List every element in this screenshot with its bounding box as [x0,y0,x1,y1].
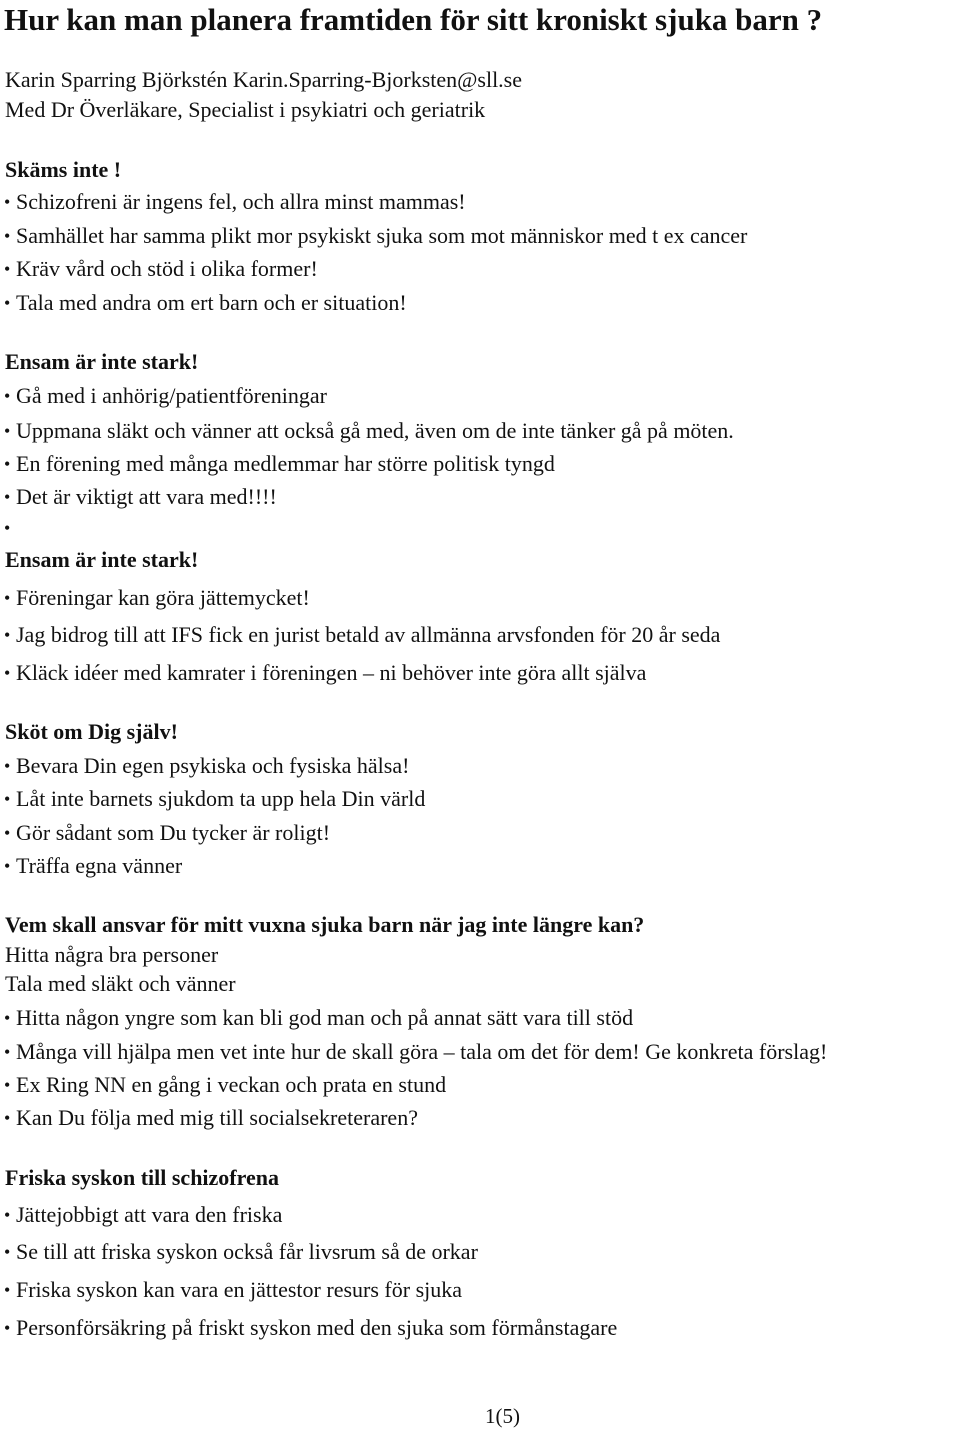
list-item: • Jag bidrog till att IFS fick en jurist betald av allmänna arvsfonden för 20 år seda [4,622,721,647]
bullet-icon: • [4,487,11,507]
bullet-icon: • [4,756,11,776]
section-heading-ensam-2: Ensam är inte stark! [5,547,199,572]
list-item: • Många vill hjälpa men vet inte hur de skall göra – tala om det för dem! Ge konkreta förslag! [4,1039,828,1064]
plain-line: Tala med släkt och vänner [5,971,236,996]
bullet-icon: • [4,293,11,313]
bullet-icon: • [4,1318,11,1338]
bullet-icon: • [4,259,11,279]
list-item: • Träffa egna vänner [4,853,183,878]
bullet-icon: • [4,625,11,645]
bullet-icon: • [4,856,11,876]
bullet-icon: • [4,1008,11,1028]
list-item: • Jättejobbigt att vara den friska [4,1202,283,1227]
section-heading-skams-inte: Skäms inte ! [5,157,122,182]
list-item: • Uppmana släkt och vänner att också gå med, även om de inte tänker gå på möten. [4,418,734,443]
list-item: • Samhället har samma plikt mor psykiskt sjuka som mot människor med t ex cancer [4,223,748,248]
section-heading-ensam-1: Ensam är inte stark! [5,349,199,374]
list-item: • En förening med många medlemmar har större politisk tyngd [4,451,555,476]
bullet-icon: • [4,1108,11,1128]
bullet-icon: • [4,663,11,683]
list-item: • Gå med i anhörig/patientföreningar [4,383,327,408]
list-item: • Schizofreni är ingens fel, och allra minst mammas! [4,189,466,214]
list-item: • Personförsäkring på friskt syskon med den sjuka som förmånstagare [4,1315,618,1340]
list-item-empty [4,515,16,541]
list-item: • Friska syskon kan vara en jättestor resurs för sjuka [4,1277,463,1302]
page-number: 1(5) [485,1404,520,1428]
list-item: • Tala med andra om ert barn och er situation! [4,290,407,315]
bullet-icon: • [4,1075,11,1095]
section-heading-vem-skall-ansvara: Vem skall ansvar för mitt vuxna sjuka barn när jag inte längre kan? [5,912,645,937]
list-item: • Ex Ring NN en gång i veckan och prata en stund [4,1072,447,1097]
section-heading-friska-syskon: Friska syskon till schizofrena [5,1165,280,1190]
bullet-icon: • [4,226,11,246]
author-title: Med Dr Överläkare, Specialist i psykiatri och geriatrik [5,97,486,122]
list-item: • Låt inte barnets sjukdom ta upp hela Din värld [4,786,426,811]
section-heading-skot-om-dig: Sköt om Dig själv! [5,719,178,744]
bullet-icon: • [4,1205,11,1225]
document-title: Hur kan man planera framtiden för sitt kroniskt sjuka barn ? [4,2,823,37]
plain-line: Hitta några bra personer [5,942,219,967]
bullet-icon: • [4,588,11,608]
list-item: • Kräv vård och stöd i olika former! [4,256,318,281]
bullet-icon: • [4,1280,11,1300]
list-item: • Kläck idéer med kamrater i föreningen – ni behöver inte göra allt själva [4,660,647,685]
bullet-icon: • [4,823,11,843]
bullet-icon: • [4,518,11,538]
bullet-icon: • [4,454,11,474]
bullet-icon: • [4,789,11,809]
author-line: Karin Sparring Björkstén Karin.Sparring-Bjorksten@sll.se [5,67,523,92]
list-item: • Bevara Din egen psykiska och fysiska hälsa! [4,753,410,778]
list-item: • Gör sådant som Du tycker är roligt! [4,820,331,845]
bullet-icon: • [4,386,11,406]
list-item: • Se till att friska syskon också får livsrum så de orkar [4,1239,478,1264]
bullet-icon: • [4,1242,11,1262]
list-item: • Föreningar kan göra jättemycket! [4,585,310,610]
list-item: • Hitta någon yngre som kan bli god man och på annat sätt vara till stöd [4,1005,634,1030]
list-item: • Kan Du följa med mig till socialsekreteraren? [4,1105,418,1130]
list-item: • Det är viktigt att vara med!!!! [4,484,277,509]
bullet-icon: • [4,192,11,212]
bullet-icon: • [4,421,11,441]
bullet-icon: • [4,1042,11,1062]
